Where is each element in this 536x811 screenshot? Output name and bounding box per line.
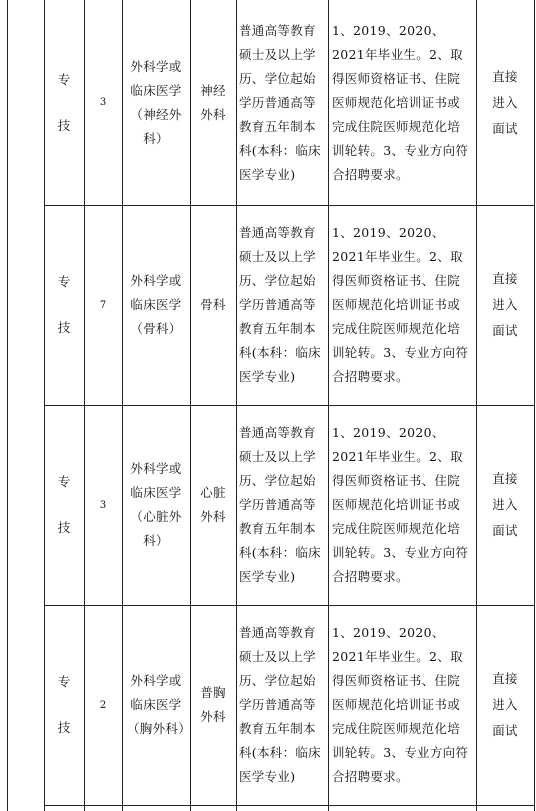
- method-cell: [476, 405, 534, 605]
- requirements-text: 1、2019、2020、2021年毕业生。2、取得医师资格证书、住院医师规范化培训证书或完成住院医师规范化培训轮转。3、专业方向符合招聘要求。: [332, 225, 469, 384]
- department-text: 心脏外科: [200, 485, 226, 524]
- requirements-cell: [328, 605, 476, 805]
- department-cell: [190, 405, 236, 605]
- requirements-cell: [328, 0, 476, 205]
- requirements-text: 1、2019、2020、2021年毕业生。2、取得医师资格证书、住院医师规范化培训证书或完成住院医师规范化培训轮转。3、专业方向符合招聘要求。: [332, 22, 469, 182]
- major-text: 外科学或临床医学（骨科）: [130, 273, 182, 336]
- table-row: [0, 405, 536, 605]
- count-text: 7: [99, 299, 107, 311]
- major-cell: [122, 205, 190, 405]
- method-cell: [476, 0, 534, 205]
- department-cell: [190, 605, 236, 805]
- category-cell: [44, 0, 84, 205]
- method-cell: [476, 205, 534, 405]
- major-cell: [122, 405, 190, 605]
- education-text: 普通高等教育硕士及以上学历、学位起始学历普通高等教育五年制本科(本科：临床医学专业): [239, 22, 321, 182]
- category-text: 专技: [57, 71, 71, 133]
- method-text: 直接进入面试: [492, 671, 518, 738]
- department-text: 普胸外科: [200, 685, 226, 724]
- education-text: 普通高等教育硕士及以上学历、学位起始学历普通高等教育五年制本科(本科：临床医学专业): [239, 625, 321, 784]
- method-text: 直接进入面试: [492, 271, 518, 338]
- education-cell: [236, 405, 328, 605]
- table-row: [0, 605, 536, 805]
- method-cell: [476, 605, 534, 805]
- requirements-cell: [328, 205, 476, 405]
- category-cell: [44, 405, 84, 605]
- requirements-cell: [328, 405, 476, 605]
- requirements-text: 1、2019、2020、2021年毕业生。2、取得医师资格证书、住院医师规范化培训证书或完成住院医师规范化培训轮转。3、专业方向符合招聘要求。: [332, 625, 469, 784]
- count-text: 3: [99, 97, 107, 108]
- count-cell: [84, 605, 122, 805]
- major-text: 外科学或临床医学（神经外科）: [130, 58, 182, 146]
- education-cell: [236, 0, 328, 205]
- department-text: 骨科: [200, 297, 226, 312]
- department-cell: [190, 205, 236, 405]
- method-text: 直接进入面试: [492, 68, 518, 136]
- row-divider: [44, 805, 534, 806]
- table-row: [0, 0, 536, 205]
- category-text: 专技: [57, 674, 71, 735]
- department-cell: [190, 0, 236, 205]
- education-text: 普通高等教育硕士及以上学历、学位起始学历普通高等教育五年制本科(本科：临床医学专业): [239, 425, 321, 584]
- department-text: 神经外科: [200, 82, 226, 122]
- education-cell: [236, 605, 328, 805]
- category-cell: [44, 605, 84, 805]
- count-cell: [84, 0, 122, 205]
- category-cell: [44, 205, 84, 405]
- count-text: 2: [99, 699, 107, 711]
- count-text: 3: [99, 499, 107, 511]
- count-cell: [84, 205, 122, 405]
- major-text: 外科学或临床医学（心脏外科）: [130, 461, 182, 548]
- requirements-text: 1、2019、2020、2021年毕业生。2、取得医师资格证书、住院医师规范化培训证书或完成住院医师规范化培训轮转。3、专业方向符合招聘要求。: [332, 425, 469, 584]
- count-cell: [84, 405, 122, 605]
- education-cell: [236, 205, 328, 405]
- major-text: 外科学或临床医学（胸外科）: [127, 673, 192, 736]
- major-cell: [122, 605, 190, 805]
- table-row: [0, 205, 536, 405]
- category-text: 专技: [57, 274, 71, 335]
- education-text: 普通高等教育硕士及以上学历、学位起始学历普通高等教育五年制本科(本科：临床医学专业): [239, 225, 321, 384]
- method-text: 直接进入面试: [492, 471, 518, 538]
- major-cell: [122, 0, 190, 205]
- category-text: 专技: [57, 474, 71, 535]
